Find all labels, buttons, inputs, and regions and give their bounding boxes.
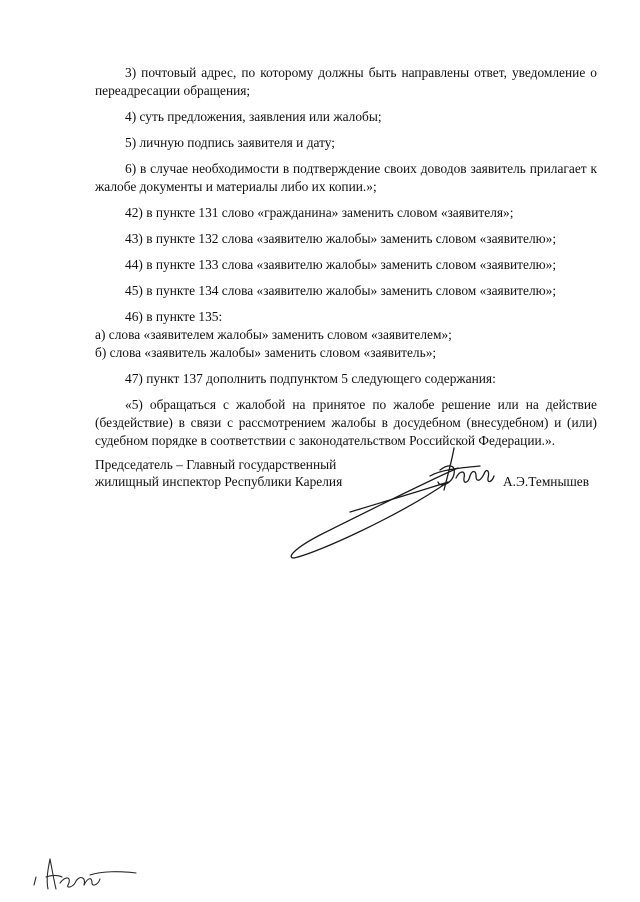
- paragraph-item-42: 42) в пункте 131 слово «гражданина» заменить словом «заявителя»;: [125, 205, 514, 220]
- paragraph-item-3: 3) почтовый адрес, по которому должны быть направлены ответ, уведомление о переадресации обращения;: [95, 65, 597, 98]
- item-46-heading: 46) в пункте 135:: [125, 309, 223, 324]
- handwritten-signature: [280, 440, 500, 565]
- paragraph-item-43: 43) в пункте 132 слова «заявителю жалобы» заменить словом «заявителю»;: [125, 231, 557, 246]
- signer-name: А.Э.Темнышев: [503, 474, 590, 489]
- paragraph-item-44: 44) в пункте 133 слова «заявителю жалобы» заменить словом «заявителю»;: [125, 257, 557, 272]
- signer-position-line-2: жилищный инспектор Республики Карелия: [95, 474, 343, 489]
- item-46-subitem-b: б) слова «заявитель жалобы» заменить словом «заявитель»;: [95, 345, 437, 360]
- paragraph-item-6: 6) в случае необходимости в подтверждение своих доводов заявитель прилагает к жалобе документы и материалы либо их копии.»;: [95, 161, 597, 194]
- item-46-subitem-a: а) слова «заявителем жалобы» заменить словом «заявителем»;: [95, 327, 452, 342]
- handwritten-initials: [30, 855, 140, 895]
- paragraph-item-5: 5) личную подпись заявителя и дату;: [125, 135, 336, 150]
- paragraph-item-47: 47) пункт 137 дополнить подпунктом 5 следующего содержания:: [125, 371, 496, 386]
- signer-position-line-1: Председатель – Главный государственный: [95, 457, 337, 472]
- paragraph-item-46: [95, 308, 597, 362]
- quoted-amendment-text: «5) обращаться с жалобой на принятое по жалобе решение или на действие (бездействие) в связи с рассмотрением жалобы в досудебном (внесудебном) и (или) судебном порядке в соответствии с законодательством Российской Федерации.».: [95, 397, 597, 448]
- document-body: [95, 64, 597, 458]
- paragraph-item-45: 45) в пункте 134 слова «заявителю жалобы» заменить словом «заявителю»;: [125, 283, 557, 298]
- paragraph-item-4: 4) суть предложения, заявления или жалобы;: [125, 109, 382, 124]
